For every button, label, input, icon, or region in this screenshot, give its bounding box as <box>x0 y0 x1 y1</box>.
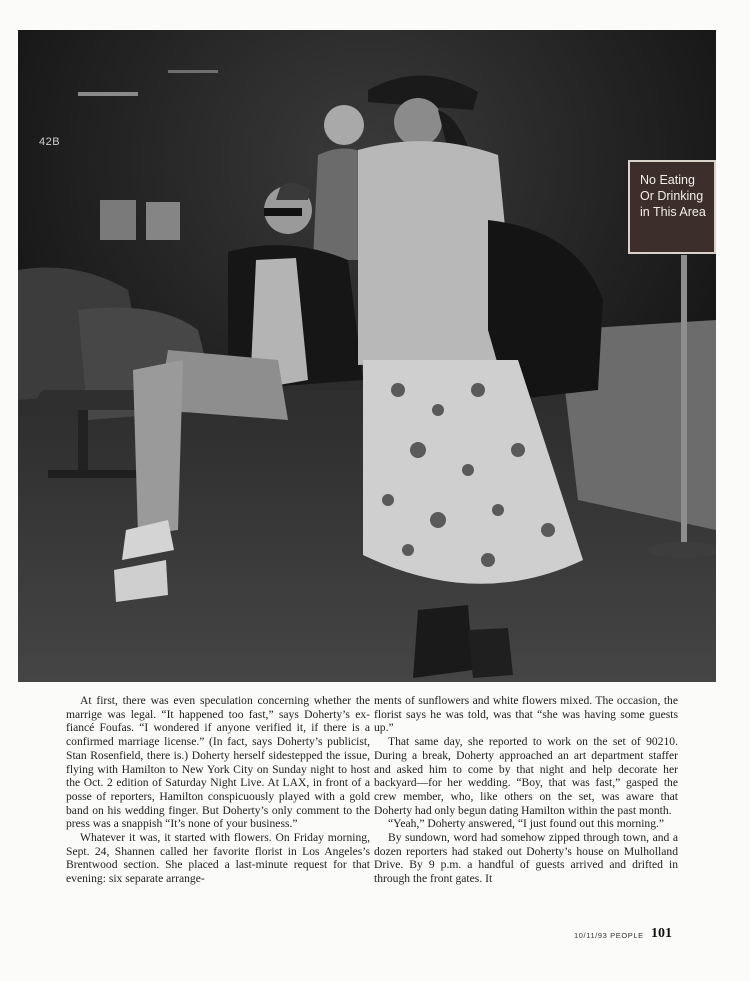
airport-photo <box>18 30 716 682</box>
article-paragraph: That same day, she reported to work on the set of 90210. During a break, Doherty approached an art department staffer and asked him to come by that night and help decorate her backyard—for her wedding. “Boy, that was fast,” gasped the crew member, who, like others on the set, was aware that Doherty had only begun dating Hamilton within the past month. <box>374 735 678 817</box>
article-column-left <box>66 694 370 886</box>
gate-number: 42B <box>39 136 61 148</box>
issue-footer: 10/11/93 PEOPLE <box>574 931 644 940</box>
sign-line: No Eating <box>640 173 695 187</box>
sign-line: in This Area <box>640 205 706 219</box>
article-paragraph: At first, there was even speculation concerning whether the marrige was legal. “It happened too fast,” says Doherty’s ex-fiancé Foufas. “I wondered if anyone verified it, if there is a confirmed marriage license.” (In fact, says Doherty’s publicist, Stan Rosenfield, there is.) Doherty herself sidestepped the issue, flying with Hamilton to New York City on Sunday night to host the Oct. 2 edition of Saturday Night Live. At LAX, in front of a posse of reporters, Hamilton conspicuously played with a gold band on his wedding finger. But Doherty’s only comment to the press was a snappish “It’s none of your business.” <box>66 694 370 831</box>
no-eating-sign <box>628 160 716 254</box>
article-column-right <box>374 694 678 886</box>
article-paragraph: ments of sunflowers and white flowers mixed. The occasion, the florist says he was told, was that “she was having some guests up.” <box>374 694 678 735</box>
sign-line: Or Drinking <box>640 189 704 203</box>
article-paragraph: By sundown, word had somehow zipped through town, and a dozen reporters had staked out Doherty’s house on Mulholland Drive. By 9 p.m. a handful of guests arrived and drifted in through the front gates. It <box>374 831 678 886</box>
page-number: 101 <box>651 926 672 941</box>
article-paragraph: Whatever it was, it started with flowers. On Friday morning, Sept. 24, Shannen called her favorite florist in Los Angeles’s Brentwood section. She placed a last-minute request for that evening: six separate arrange- <box>66 831 370 886</box>
article-paragraph: “Yeah,” Doherty answered, “I just found out this morning.” <box>388 817 665 831</box>
